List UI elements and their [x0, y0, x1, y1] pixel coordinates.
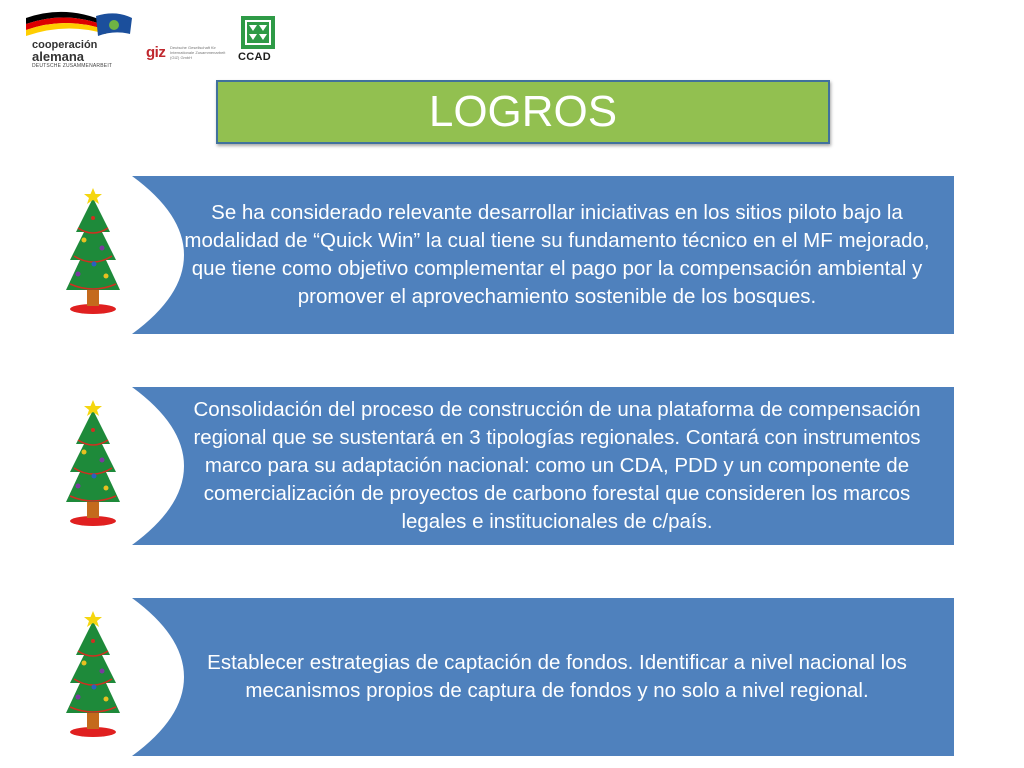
- christmas-tree-icon: [64, 611, 122, 741]
- achievement-text-2: Consolidación del proceso de construcción de una plataforma de compensación regional que se sustentará en 3 tipologías regionales. Contará con instrumentos marco para su adaptación nacional: como un CDA, PDD y un componente de comercialización de proyectos de carbono forestal que consideren los marcos legales e institucionales de c/país.: [193, 398, 921, 533]
- ccad-logo: [238, 16, 278, 66]
- ccad-emblem-icon: [241, 16, 275, 49]
- giz-mark: giz: [146, 44, 166, 61]
- cooperacion-line3: DEUTSCHE ZUSAMMENARBEIT: [32, 63, 113, 69]
- christmas-tree-icon: [64, 188, 122, 318]
- achievement-item-1: [132, 176, 954, 334]
- achievement-item-2: [132, 387, 954, 545]
- giz-logo: [146, 44, 226, 62]
- german-flag-swoosh-icon: [26, 8, 136, 40]
- cooperacion-line2: alemana: [32, 49, 85, 64]
- cooperacion-alemana-logo: [26, 8, 136, 70]
- achievement-text-1: Se ha considerado relevante desarrollar iniciativas en los sitios piloto bajo la modalidad de “Quick Win” la cual tiene su fundamento técnico en el MF mejorado, que tiene como objetivo complementar el pago por la compensación ambiental y promover el aprovechamiento sostenible de los bosques.: [184, 201, 930, 308]
- title-box: [216, 80, 830, 144]
- achievement-text-3: Establecer estrategias de captación de fondos. Identificar a nivel nacional los mecanismos propios de captura de fondos y no solo a nivel regional.: [207, 651, 907, 702]
- page-title: LOGROS: [428, 87, 618, 136]
- cooperacion-alemana-text: [32, 40, 112, 70]
- achievement-item-3: [132, 598, 954, 756]
- ccad-label: CCAD: [238, 51, 271, 63]
- cooperacion-line1: cooperación: [32, 39, 98, 51]
- logo-bar: [0, 0, 1024, 75]
- christmas-tree-icon: [64, 400, 122, 530]
- giz-subtitle: Deutsche Gesellschaft für Internationale Zusammenarbeit (GIZ) GmbH: [170, 45, 226, 60]
